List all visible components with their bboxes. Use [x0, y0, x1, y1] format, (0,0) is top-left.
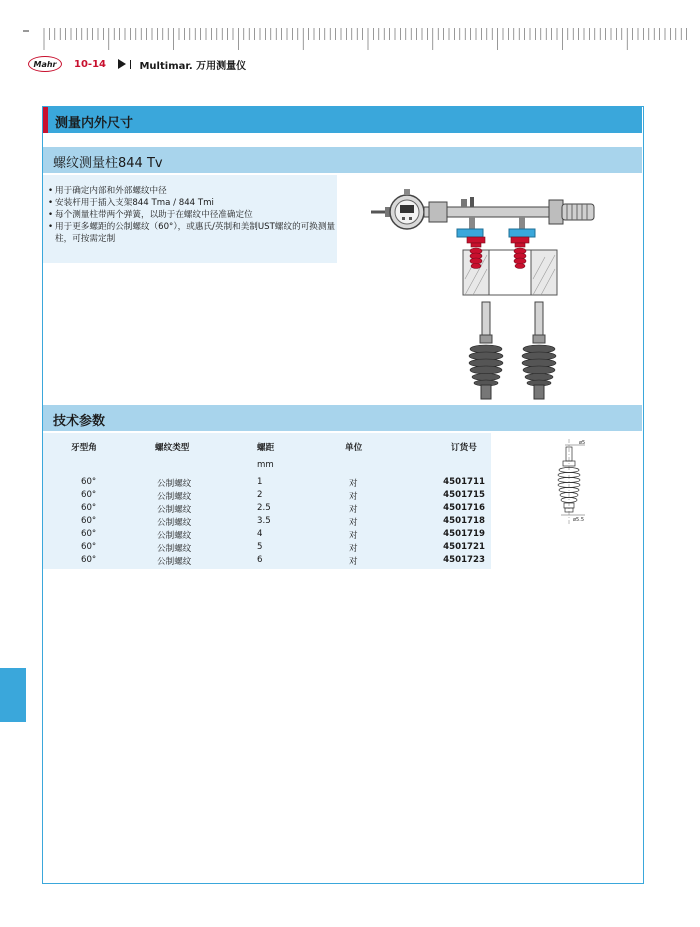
product-image	[369, 177, 599, 403]
cell-unit: 对	[349, 544, 358, 554]
cell-order-no: 4501723	[443, 555, 485, 565]
feature-item: • 用于更多螺距的公制螺纹（60°），或惠氏/英制和美制UST螺纹的可换测量柱，可按需定制	[48, 221, 337, 245]
cell-unit: 对	[349, 557, 358, 567]
cell-type: 公制螺纹	[157, 492, 192, 502]
cell-pitch: 4	[257, 529, 263, 539]
cell-pitch: 6	[257, 555, 263, 565]
cell-angle: 60°	[81, 542, 97, 552]
cell-pitch: 2.5	[257, 503, 271, 513]
cell-type: 公制螺纹	[157, 531, 192, 541]
pitch-unit: mm	[257, 460, 274, 470]
cell-unit: 对	[349, 531, 358, 541]
cell-unit: 对	[349, 505, 358, 515]
mahr-logo: Mahr	[28, 56, 62, 72]
cell-pitch: 5	[257, 542, 263, 552]
cell-unit: 对	[349, 518, 358, 528]
cell-type: 公制螺纹	[157, 479, 192, 489]
cell-angle: 60°	[81, 555, 97, 565]
cell-type: 公制螺纹	[157, 557, 192, 567]
cell-angle: 60°	[81, 503, 97, 513]
cell-pitch: 3.5	[257, 516, 271, 526]
cell-order-no: 4501721	[443, 542, 485, 552]
separator	[130, 60, 132, 69]
technical-drawing	[521, 437, 631, 527]
chapter-tab	[0, 668, 26, 722]
play-arrow-icon	[118, 59, 126, 69]
header-pitch: 螺距	[257, 443, 275, 453]
feature-item: • 安装杆用于插入支架844 Tma / 844 Tmi	[48, 197, 337, 209]
cell-angle: 60°	[81, 477, 97, 487]
dim-bottom: ø5.5	[573, 517, 585, 523]
product-title: 螺纹测量柱844 Tv	[53, 156, 163, 171]
product-band	[43, 147, 642, 173]
page-number: 10-14	[74, 58, 106, 70]
dim-top: ø5	[579, 440, 586, 446]
cell-order-no: 4501711	[443, 477, 485, 487]
cell-order-no: 4501715	[443, 490, 485, 500]
category-title: 测量内外尺寸	[55, 116, 134, 131]
cell-order-no: 4501719	[443, 529, 485, 539]
cell-unit: 对	[349, 492, 358, 502]
cell-type: 公制螺纹	[157, 518, 192, 528]
cell-order-no: 4501718	[443, 516, 485, 526]
section-title: Multimar. 万用测量仪	[139, 60, 247, 72]
cell-pitch: 2	[257, 490, 263, 500]
feature-box	[43, 175, 337, 263]
top-ruler	[0, 0, 700, 50]
feature-list	[43, 175, 337, 245]
cell-angle: 60°	[81, 490, 97, 500]
tech-title: 技术参数	[53, 414, 106, 429]
header-order-no: 订货号	[451, 443, 477, 453]
cell-pitch: 1	[257, 477, 263, 487]
header-thread-type: 螺纹类型	[155, 443, 190, 453]
header-unit: 单位	[345, 443, 363, 453]
feature-item: • 用于确定内部和外部螺纹中径	[48, 185, 337, 197]
cell-angle: 60°	[81, 516, 97, 526]
spec-table	[43, 433, 491, 569]
cell-type: 公制螺纹	[157, 505, 192, 515]
cell-unit: 对	[349, 479, 358, 489]
cell-angle: 60°	[81, 529, 97, 539]
red-marker	[43, 107, 48, 133]
page-header	[28, 56, 246, 72]
tech-band	[43, 405, 642, 431]
cell-type: 公制螺纹	[157, 544, 192, 554]
content-frame	[42, 106, 644, 884]
cell-order-no: 4501716	[443, 503, 485, 513]
feature-item: • 每个测量柱带两个弹簧，以助于在螺纹中径准确定位	[48, 209, 337, 221]
header-angle: 牙型角	[71, 443, 97, 453]
category-band	[43, 107, 642, 133]
